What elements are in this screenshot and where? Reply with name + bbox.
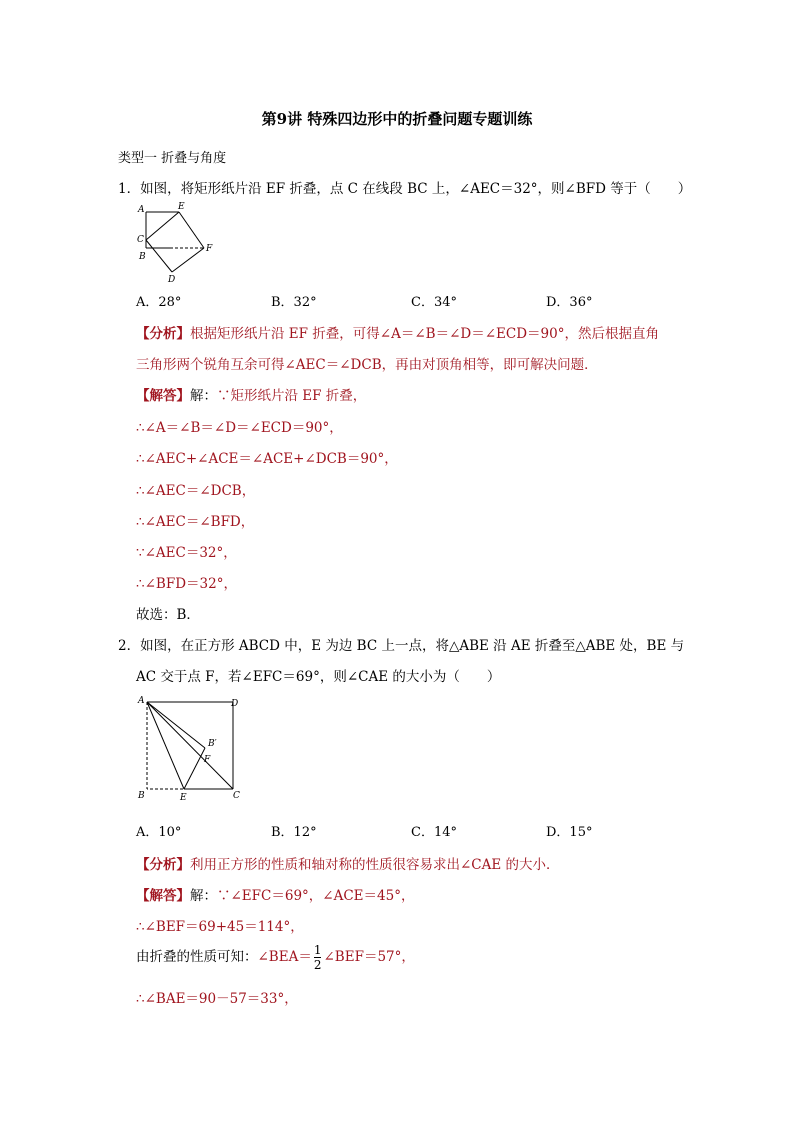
q1-option-b: B．32°: [271, 295, 317, 310]
q2-option-d: D．15°: [546, 825, 593, 840]
q2-label-e: E: [180, 793, 187, 803]
q1-label-a: A: [138, 205, 145, 215]
q2-step-3: ∴∠BAE＝90－57＝33°，: [136, 991, 298, 1007]
q2-label-bprime: B′: [208, 739, 217, 749]
q2-option-c: C．14°: [411, 825, 457, 840]
q2-analysis-line: [136, 853, 560, 873]
q2-answer-lead: 解：: [190, 888, 217, 904]
q1-choice: 故选：B．: [136, 607, 200, 623]
q2-answer-line: [136, 884, 414, 904]
q2-label-b: B: [138, 791, 145, 801]
q1-answer-lead: 解：: [190, 388, 217, 404]
q1-analysis-tag: 【分析】: [136, 326, 190, 342]
q2-answer-tag: 【解答】: [136, 888, 190, 904]
q2-analysis-text: 利用正方形的性质和轴对称的性质很容易求出∠CAE 的大小．: [190, 857, 560, 873]
q2-step-2: [136, 943, 415, 972]
q2-stem-line1: 2．如图，在正方形 ABCD 中，E 为边 BC 上一点，将△ABE 沿 AE 折叠至△ABE 处，BE 与: [118, 638, 685, 654]
q1-option-c: C．34°: [411, 295, 457, 310]
q2-step-2-a: ∠BEA＝: [257, 949, 312, 965]
q1-answer-line: [136, 384, 366, 404]
q1-label-d: D: [168, 275, 176, 285]
q2-analysis-tag: 【分析】: [136, 857, 190, 873]
section-heading: 类型一 折叠与角度: [118, 151, 227, 166]
q2-stem-line2: AC 交于点 F，若∠EFC＝69°，则∠CAE 的大小为（ ）: [136, 669, 501, 685]
q1-label-b: B: [139, 252, 146, 262]
q2-fraction: [314, 943, 322, 972]
q1-stem: 1．如图，将矩形纸片沿 EF 折叠，点 C 在线段 BC 上，∠AEC＝32°，则∠BFD 等于（ ）: [118, 181, 692, 197]
q2-step-2-b: ∠BEF＝57°，: [323, 949, 415, 965]
q1-label-e: E: [178, 202, 185, 212]
q1-step-2: ∴∠AEC+∠ACE＝∠ACE+∠DCB＝90°，: [136, 451, 398, 467]
q1-analysis-line2: 三角形两个锐角互余可得∠AEC＝∠DCB，再由对顶角相等，即可解决问题．: [136, 357, 598, 373]
q1-figure: [134, 200, 224, 286]
q1-step-3: ∴∠AEC＝∠DCB，: [136, 483, 256, 499]
q1-label-f: F: [206, 244, 213, 254]
q1-analysis-text1: 根据矩形纸片沿 EF 折叠，可得∠A＝∠B＝∠D＝∠ECD＝90°，然后根据直角: [190, 326, 659, 342]
q2-step-1: ∴∠BEF＝69+45＝114°，: [136, 919, 304, 935]
q1-answer-first: ∵矩形纸片沿 EF 折叠，: [217, 388, 367, 404]
q2-label-f: F: [204, 755, 211, 765]
q2-label-c: C: [233, 791, 240, 801]
page-title: 第9讲 特殊四边形中的折叠问题专题训练: [261, 110, 533, 128]
q1-option-d: D．36°: [546, 295, 593, 310]
q1-label-c: C: [137, 235, 144, 245]
q2-figure: [134, 694, 250, 804]
q2-step-2-lead: 由折叠的性质可知：: [136, 949, 258, 965]
q2-label-d: D: [231, 699, 239, 709]
q2-label-a: A: [138, 696, 145, 706]
q2-option-a: A．10°: [136, 825, 182, 840]
q1-analysis-line1: [136, 322, 659, 342]
q1-step-1: ∴∠A＝∠B＝∠D＝∠ECD＝90°，: [136, 420, 343, 436]
q2-fraction-den: 2: [313, 958, 322, 972]
q2-answer-first: ∵∠EFC＝69°，∠ACE＝45°，: [217, 888, 415, 904]
q2-fraction-num: 1: [313, 943, 322, 957]
q1-step-5: ∵∠AEC＝32°，: [136, 545, 237, 561]
q1-answer-tag: 【解答】: [136, 388, 190, 404]
q1-step-6: ∴∠BFD＝32°，: [136, 576, 237, 592]
q1-step-4: ∴∠AEC＝∠BFD，: [136, 514, 255, 530]
q1-option-a: A．28°: [136, 295, 182, 310]
q2-option-b: B．12°: [271, 825, 317, 840]
